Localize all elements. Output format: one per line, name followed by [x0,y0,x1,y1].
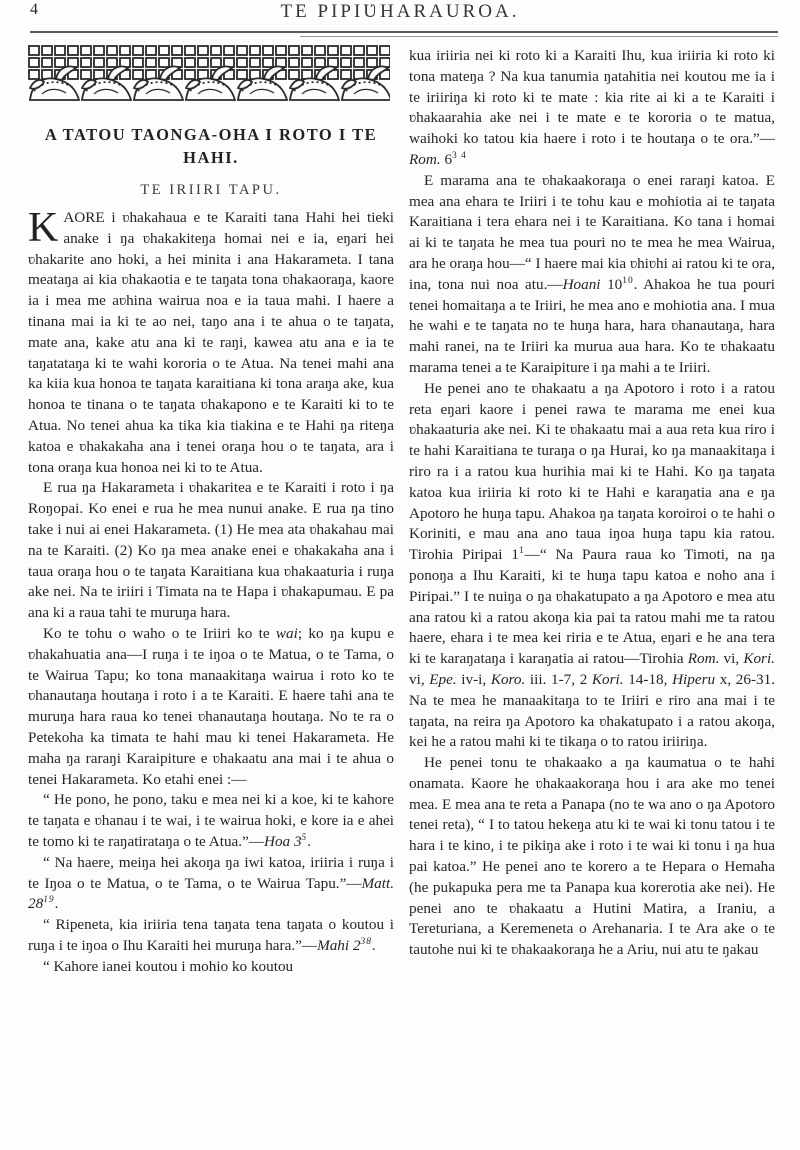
page-header [0,0,800,34]
two-column-layout [0,34,800,1150]
left-column [28,44,394,1150]
header-rule-secondary [300,36,778,37]
drop-cap: K [28,205,59,251]
masthead-title: TE PIPIƲHARAUROA. [280,1,520,22]
paragraph: “ Kahore ianei koutou i mohio ko koutou [43,957,294,975]
left-column-text [28,205,394,977]
paragraph: E rua ŋa Hakarameta i ʋhakaritea e te Karaiti i roto i ŋa Roŋopai. Ko enei e rua he mea nunui anake. E rua ŋa tino take i nui ai enei Hakarameta. (1) He mea ata ʋhakahau mai na te Karaiti. (2) Ko ŋa mea anake enei e ʋhakakaha ana i taua oraŋa hou o te taŋata Karaitiana kua ʋhakaaturia i ruŋa ake nei. Na te iriiri i Timata na te Hapa i ʋhakapumau. E pa ana ki a raua tahi te muruŋa hara. [28,479,394,622]
paragraph: “ Ripeneta, kia iriiria tena taŋata tena taŋata o koutou i ruŋa i te iŋoa o Ihu Karaiti hei muruŋa hara.”—Mahi $2^{38}$. [28,916,394,954]
paragraph: He penei tonu te ʋhakaako a ŋa kaumatua o te hahi onamata. Kaore he ʋhakaakoraŋa hou i ara ake mo tenei mea. E mea ana te reta a Panapa (no te wa ano o ŋa Apotoro tenei reta), “ I to tatou hekeŋa atu ki te wai ki tonu tatou i te hara i te kino, i te pikiŋa ake i roto i te wai ki tonu i ŋa hua pai katoa.” He penei ano te korero a te Hepara o Hemaha (he pukapuka pera me ta Panapa kua korerotia ake nei). He penei ano te ʋhakaatu a Hutini Matira, a Iraniu, a Tereturiana, a Keremeneta o Arehanaria. I te Ara ake o te tautohe nui ki te ʋhakaakoraŋa he a Ariu, nui atu te ŋakau [409,754,775,959]
article-title: A TATOU TAONGA-OHA I ROTO I TE HAHI. [44,125,378,167]
paragraph: E marama ana te ʋhakaakoraŋa o enei raraŋi katoa. E mea ana ehara te Iriiri i te tohu kau e mohiotia ai te taŋata Karaitiana i tera ehara nei i te Karaitiana. Ko tana i homai ai ki te taŋata he mea tua pouri no te mea he mea Wairua, ara he oraŋa hou—“ I haere mai kia ʋhiʋhi ai ratou ki te ora, ina, tona nui noa atu.—Hoani $10^{10}$. Ahakoa he tua pouri tenei homaitaŋa a te Iriiri, he mea ano e mohiotia ana. I mua he wahi e te taŋata no te huŋa hara, hara ʋhanautaŋa, hara mahi ranei, na te Iriiri ka murua aua hara. Ko te ʋhakaatu marama tenei a te Karaipiture i ŋa mahi a te Iriiri. [409,171,775,376]
paragraph: He penei ano te ʋhakaatu a ŋa Apotoro i roto i a ratou reta eŋari kaore i penei rawa te marama me enei kua ʋhakaaturia ake nei. Ki te ʋhakaatu mai a aua reta kua riro i te hahi Karaitiana te turaŋa o ŋa Hurai, ko ŋa manaakitaŋa i riro ra i a ratou kua hurihia mai ki te Hahi. Ko ŋa taŋata katoa kua iriiria ki roto ki te Hahi e karaŋatia ana e ŋa Apotoro he huŋa tapu. Ahakoa ŋa taŋata koroiroi o te hahi o Koriniti, e mau ana ano taua iŋoa huŋa tapu kia ratou. Tirohia Piripai $1^1—“$ Na Paura raua ko Timoti, na ŋa ponoŋa a Ihu Karaiti, ki te huŋa tapu katoa e noho ana i Piripai.” I te nuiŋa o ŋa ʋhakatupato a ŋa Apotoro e mea atu ana ratou ki a ratou akoŋa kia pai ta ratou mahi me ta ratou haere, ehara i te mea kei riria e te Atua, eŋari e he ana tera ki te karaŋataŋa i karaŋatia ai ratou—Tirohia Rom. vi, Kori. vi, Epe. iv-i, Koro. iii. 1-7, 2 Kori. 14-18, Hiperu x, 26-31. Na te mea he manaakitaŋa to te Iriiri e riro ana mai i te taŋata, na reira ŋa Apotoro ka ʋhakatupato i a ratou akoŋa, kei he a ratou mahi ki te tikaŋa o to ratou iriiriŋa. [409,379,775,751]
ornament-band [28,44,390,101]
paragraph: Ko te tohu o waho o te Iriiri ko te wai; ko ŋa kupu e ʋhakahuatia ana—I ruŋa i te iŋoa o te Matua, o te Tama, o te Wairua Tapu; ko tona manaakitaŋa wairua i roto ko te ʋhanautaŋa houtaŋa i roto i a te Karaiti. E haere tahi ana te muruŋa hara raua ko tenei ʋhanautaŋa houtaŋa. No te ra o Petekoha ka timata te hahi mau ki tenei Hakarameta. He maha ŋa raraŋi Karaipiture e ʋhakaatu ana mai i te ahua o tenei Hakarameta. Ko etahi enei :— [28,624,394,788]
paragraph: kua iriiria nei ki roto ki a Karaiti Ihu, kua iriiria ki roto ki tona mateŋa ? Na kua tanumia ŋatahitia nei koutou me ia i te iriiriŋa ki roto ki te mate : kia rite ai ki a te Karaiti i ʋhakaarahia ake nei i te mate e te kororia o te matua, waihoki ko tatou kia haere i roto i te houtaŋa o te ora.”—Rom. $6^{3 4}$ [409,47,775,168]
paragraph: KAORE i ʋhakahaua e te Karaiti tana Hahi hei tieki anake i ŋa ʋhakakiteŋa homai nei e ia, eŋari hei ʋhakarite ano hoki, a hei minita i ana Hakarameta. I tana meataŋa ai kia ʋhakaotia e te taŋata tona ʋhakaoraŋa, kaore ia i mea me aʋhina wairua noa e ia taua mahi. I haere a tinana mai ia ki te ao nei, taŋo ana i te ahua o te taŋata, mate ana, kake atu ana ki te raŋi, kawea atu ana e ia te taŋatataŋa ki te wahi kororia o te Atua. Na tenei mahi ana ka kiia kua honoa te taŋata karaitiana ki tona araŋa ake, kua honoa te tinana o te taŋata ʋhakapono e te Karaiti ki to te Atua. No tenei ahua ka tika kia tiakina e te Hahi ŋa riteŋa katoa e ʋhakakaha ana i tenei oraŋa hou o te taŋata, ara i tona oraŋa kua honoa nei ki to te Atua. [28,205,394,476]
right-column-text [409,46,775,961]
paragraph: “ Na haere, meiŋa hei akoŋa ŋa iwi katoa, iriiria i ruŋa i te Iŋoa o te Matua, o te Tama, o te Wairua Tapu.”—Matt. $28^{19}$. [28,853,394,913]
paragraph: “ He pono, he pono, taku e mea nei ki a koe, ki te kahore te taŋata e ʋhanau i te wai, i te wairua hoki, e kore ia e ahei te tomo ki te raŋatirataŋa o te Atua.”—Hoa $3^5$. [28,791,394,850]
header-rule [30,31,778,33]
page-number: 4 [30,1,38,18]
article-subtitle: TE IRIIRI TAPU. [140,182,282,198]
right-column [409,44,775,1150]
